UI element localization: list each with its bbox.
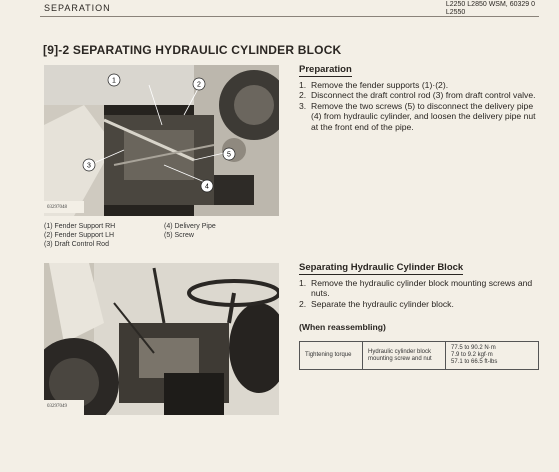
- spec-value-nm: 77.5 to 90.2 N·m: [451, 345, 496, 351]
- preparation-steps: [299, 80, 539, 132]
- legend-item: (2) Fender Support LH: [44, 232, 115, 239]
- list-item: [299, 80, 539, 90]
- spec-item: Hydraulic cylinder block mounting screw and nut: [363, 342, 446, 370]
- spec-value-kgfm: 7.9 to 9.2 kgf·m: [451, 352, 493, 358]
- callout-3-label: 3: [87, 162, 91, 170]
- step-number: 2.: [299, 90, 307, 101]
- table-row: [300, 342, 539, 370]
- photo-fender-supports: [44, 65, 279, 216]
- photo-cylinder-block: [44, 263, 279, 415]
- photo-2-id: 03297049: [47, 404, 67, 409]
- step-text: Remove the fender supports (1)·(2).: [311, 80, 449, 90]
- callout-5-label: 5: [227, 151, 231, 159]
- page-title: [9]-2 SEPARATING HYDRAULIC CYLINDER BLOCK: [43, 43, 342, 57]
- step-number: 3.: [299, 100, 307, 111]
- reassembling-heading: (When reassembling): [299, 322, 386, 332]
- spec-values: [446, 342, 539, 370]
- step-text: Disconnect the draft control rod (3) from draft control valve.: [311, 90, 536, 101]
- step-text: Remove the two screws (5) to disconnect the delivery pipe (4) from hydraulic cylinder, and loosen the delivery pipe nut at the front end of the pipe.: [311, 100, 536, 132]
- list-item: [299, 299, 539, 309]
- step-number: 1.: [299, 80, 307, 90]
- model-numbers: [446, 1, 465, 17]
- manual-reference: [446, 1, 535, 17]
- list-item: [299, 101, 539, 132]
- callout-4-label: 4: [205, 183, 209, 191]
- tractor-rear-photo-1: [44, 65, 279, 216]
- legend-item: (3) Draft Control Rod: [44, 241, 109, 248]
- preparation-heading: Preparation: [299, 64, 352, 75]
- step-text: Separate the hydraulic cylinder block.: [311, 298, 454, 309]
- callout-1-label: 1: [112, 77, 116, 85]
- legend-item: (4) Delivery Pipe: [164, 223, 216, 230]
- spec-label: Tightening torque: [300, 342, 363, 370]
- photo-1-id: 03297048: [47, 205, 67, 210]
- list-item: [299, 278, 539, 299]
- model-top: L2250: [445, 1, 466, 8]
- parts-legend-left: [44, 222, 115, 249]
- separating-steps: [299, 278, 539, 309]
- tractor-rear-photo-2: [44, 263, 279, 415]
- list-item: [299, 90, 539, 100]
- separating-heading: Separating Hydraulic Cylinder Block: [299, 262, 464, 273]
- step-text: Remove the hydraulic cylinder block mounting screws and nuts.: [311, 278, 533, 299]
- section-label: SEPARATION: [44, 3, 111, 13]
- parts-legend-right: [164, 222, 216, 240]
- torque-spec-table: [299, 341, 539, 370]
- header-divider: [40, 16, 539, 17]
- callout-2-label: 2: [197, 81, 201, 89]
- spec-value-ftlbs: 57.1 to 66.5 ft-lbs: [451, 359, 498, 365]
- legend-item: (1) Fender Support RH: [44, 223, 116, 230]
- model-bottom: L2550: [445, 9, 466, 16]
- manual-code: L2850 WSM, 60329 0: [467, 1, 535, 8]
- legend-item: (5) Screw: [164, 232, 194, 239]
- step-number: 2.: [299, 298, 307, 309]
- step-number: 1.: [299, 278, 307, 288]
